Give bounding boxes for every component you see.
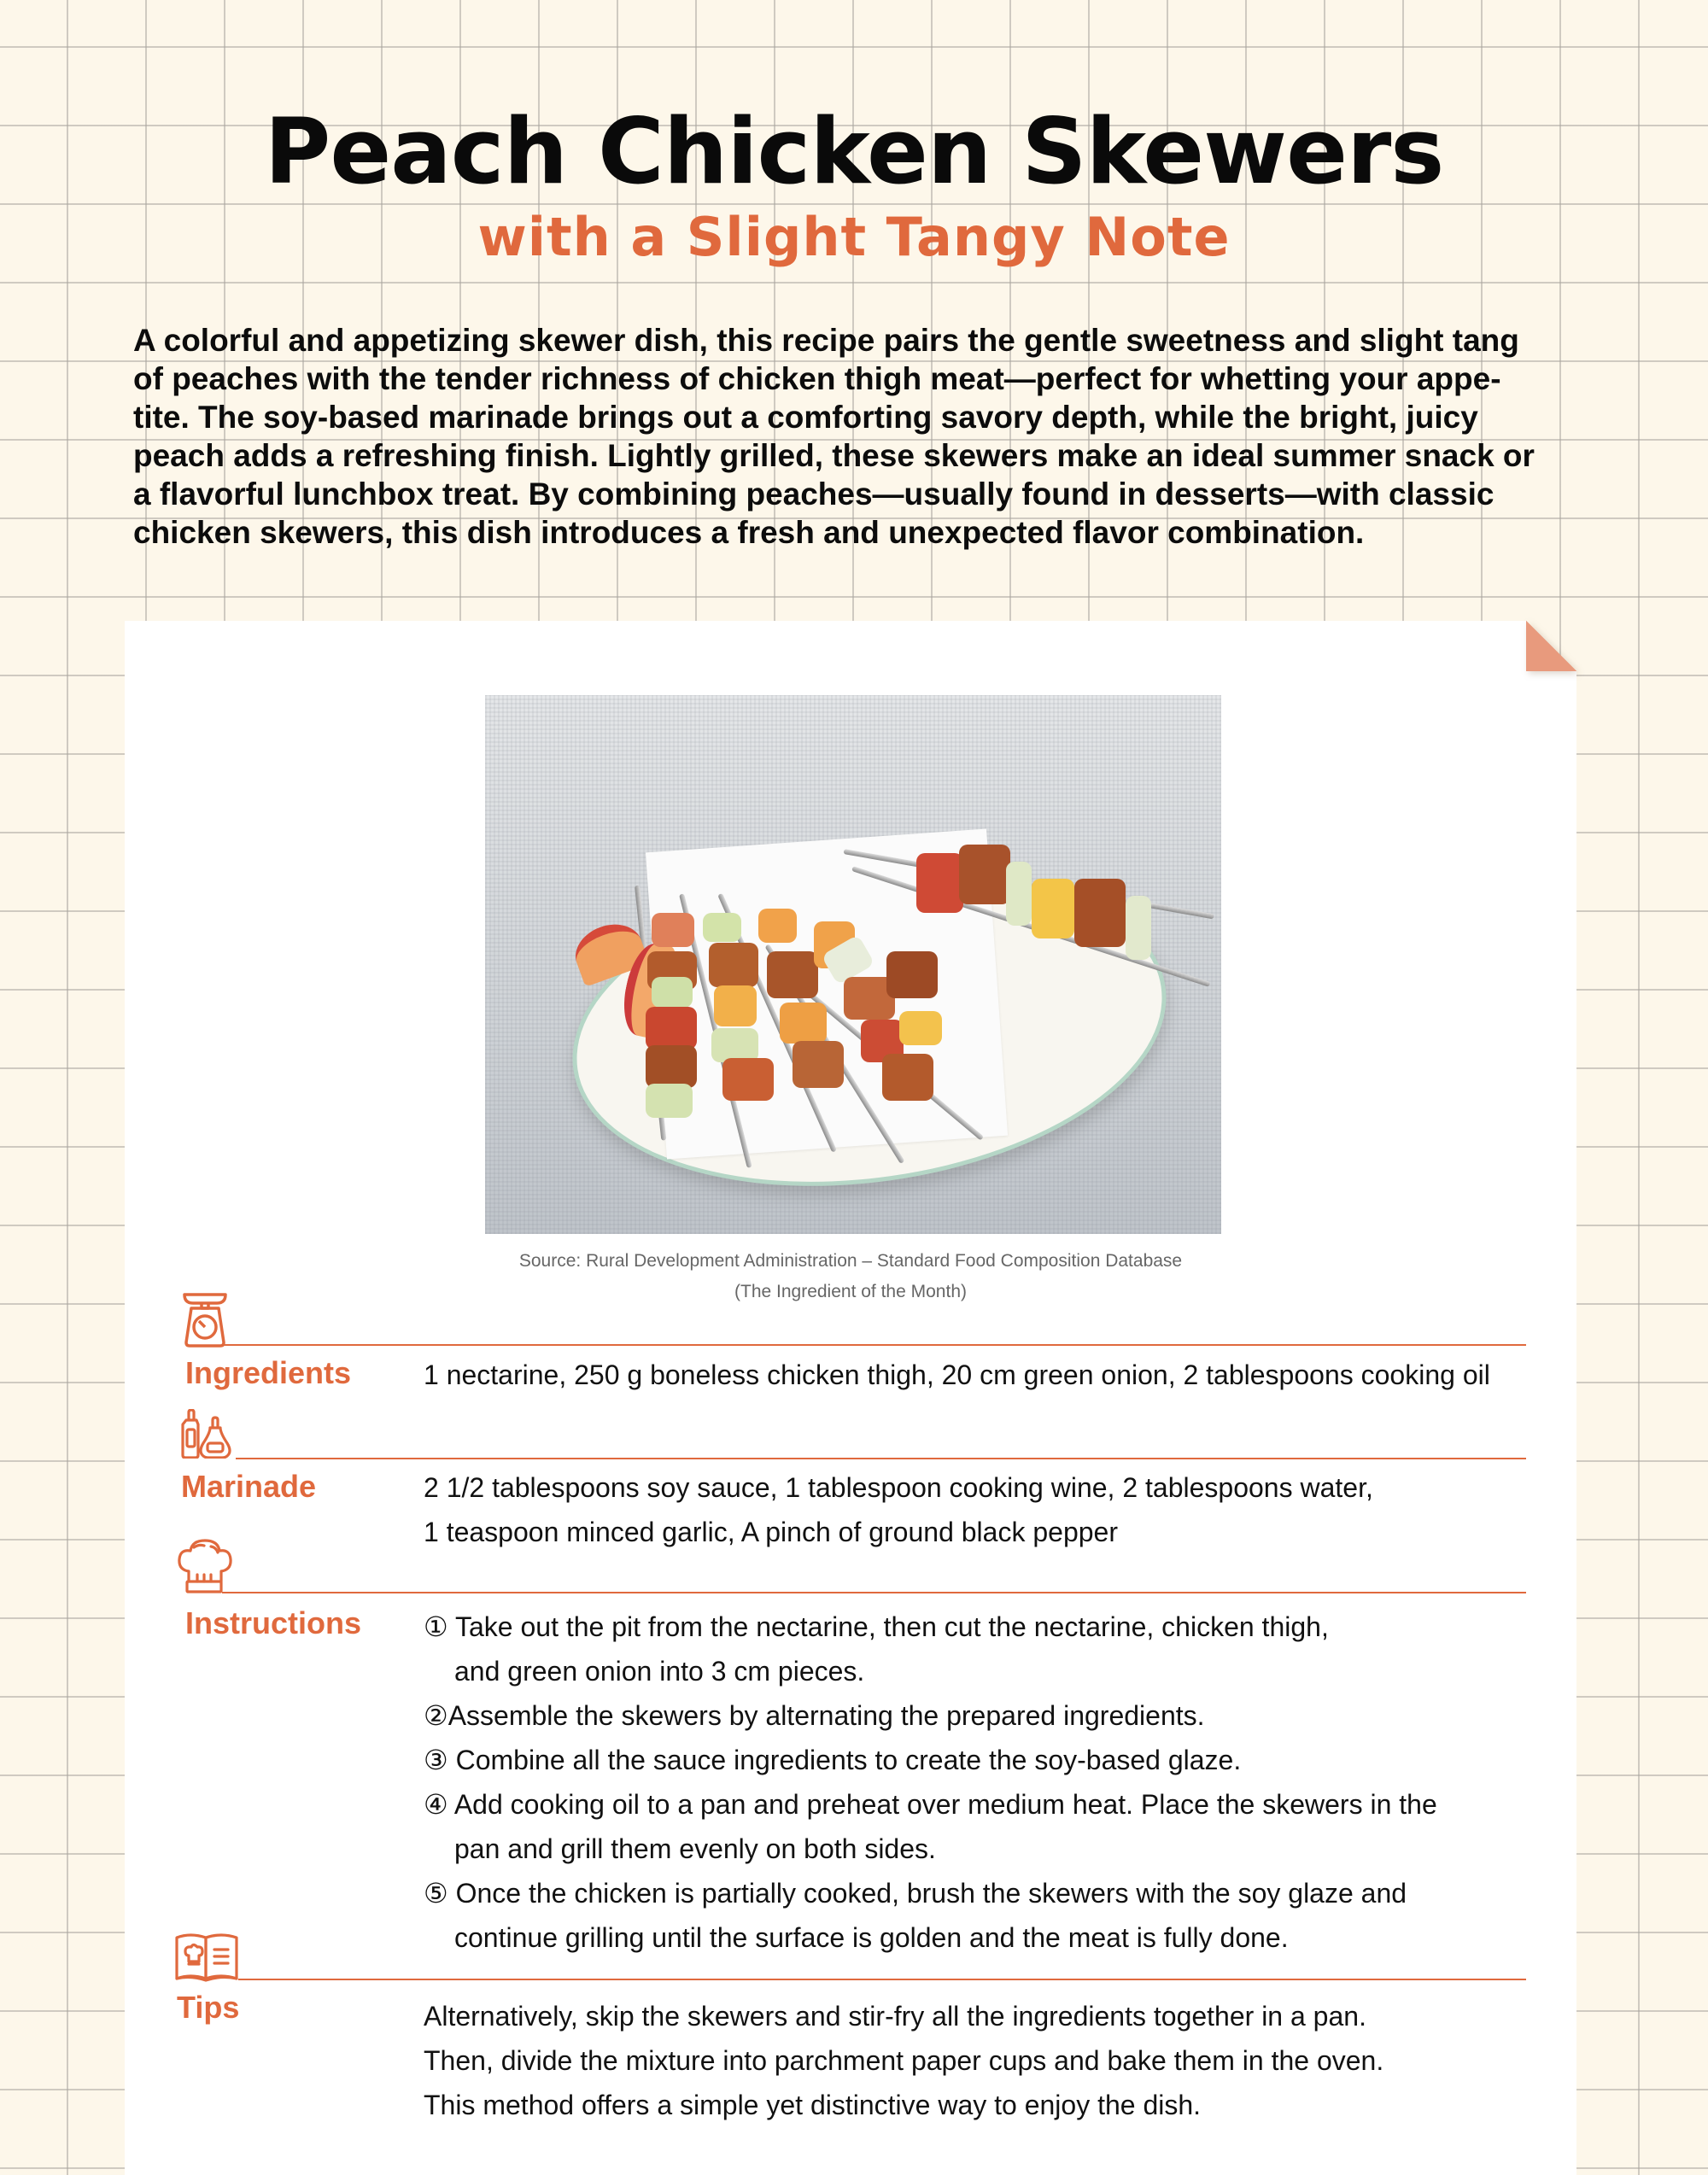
- chicken-piece: [793, 1041, 844, 1088]
- intro-line: tite. The soy-based marinade brings out a comforting savory depth, while the bright, juicy: [133, 400, 1478, 435]
- dish-photo: [485, 695, 1221, 1234]
- step-number: ⑤: [424, 1878, 448, 1909]
- instructions-divider: [222, 1592, 1526, 1593]
- marinade-divider: [236, 1458, 1526, 1459]
- green-onion: [703, 913, 741, 942]
- page-title: Peach Chicken Skewers: [264, 99, 1444, 204]
- ingredients-line: 1 nectarine, 250 g boneless chicken thigh, 20 cm green onion, 2 tablespoons cooking oil: [424, 1359, 1490, 1390]
- intro-line: peach adds a refreshing finish. Lightly grilled, these skewers make an ideal summer snack or: [133, 438, 1535, 473]
- instruction-step-4: [424, 1782, 1437, 1871]
- page-subtitle: with a Slight Tangy Note: [477, 206, 1231, 268]
- green-onion: [711, 1028, 758, 1062]
- marinade-label: Marinade: [181, 1469, 317, 1504]
- ingredients-text: [424, 1353, 1490, 1397]
- step-text: Combine all the sauce ingredients to create the soy-based glaze.: [447, 1745, 1242, 1775]
- chicken-piece: [767, 951, 818, 998]
- instruction-step-1: [424, 1605, 1437, 1693]
- peach-chunk: [652, 913, 694, 947]
- step-number: ④: [424, 1789, 448, 1820]
- step-text: Once the chicken is partially cooked, brush the skewers with the soy glaze and: [447, 1878, 1407, 1909]
- step-number: ①: [424, 1611, 448, 1642]
- chicken-piece: [1074, 879, 1126, 947]
- step-text-continued: continue grilling until the surface is golden and the meat is fully done.: [454, 1922, 1289, 1953]
- green-onion: [1006, 862, 1032, 926]
- peach-chunk: [899, 1011, 942, 1045]
- step-text: Assemble the skewers by alternating the prepared ingredients.: [447, 1700, 1205, 1731]
- caption-subtitle: (The Ingredient of the Month): [734, 1282, 967, 1301]
- folded-corner: [1526, 621, 1576, 671]
- intro-paragraph: [133, 321, 1585, 552]
- chicken-piece: [886, 951, 938, 998]
- intro-line: chicken skewers, this dish introduces a fresh and unexpected flavor combination.: [133, 515, 1365, 550]
- green-onion: [646, 1084, 693, 1118]
- step-text: Add cooking oil to a pan and preheat over medium heat. Place the skewers in the: [447, 1789, 1437, 1820]
- chef-hat-icon: [177, 1539, 233, 1595]
- intro-line: of peaches with the tender richness of chicken thigh meat—perfect for whetting your appe-: [133, 361, 1501, 396]
- chicken-piece: [959, 845, 1010, 904]
- chicken-piece: [646, 1045, 697, 1088]
- step-number: ③: [424, 1745, 448, 1775]
- ingredients-divider: [224, 1344, 1526, 1346]
- peach-chunk: [758, 909, 797, 943]
- step-number: ②: [424, 1700, 448, 1731]
- step-text-continued: pan and grill them evenly on both sides.: [454, 1833, 936, 1864]
- marinade-text: [424, 1465, 1373, 1554]
- chicken-piece: [882, 1054, 933, 1101]
- intro-line: a flavorful lunchbox treat. By combining peaches—usually found in desserts—with classic: [133, 477, 1494, 512]
- peach-chunk: [1032, 879, 1074, 938]
- step-text: Take out the pit from the nectarine, then cut the nectarine, chicken thigh,: [447, 1611, 1329, 1642]
- chicken-piece: [722, 1058, 774, 1101]
- step-text-continued: and green onion into 3 cm pieces.: [454, 1656, 865, 1687]
- instructions-label: Instructions: [185, 1605, 362, 1640]
- instruction-step-3: [424, 1738, 1437, 1782]
- instructions-list: [424, 1605, 1437, 1960]
- tips-divider: [238, 1979, 1526, 1980]
- instruction-step-2: [424, 1693, 1437, 1738]
- marinade-line: 1 teaspoon minced garlic, A pinch of ground black pepper: [424, 1517, 1118, 1547]
- tips-line: This method offers a simple yet distinctive way to enjoy the dish.: [424, 2090, 1202, 2120]
- photo-caption: [125, 1246, 1576, 1307]
- peach-chunk: [646, 1007, 697, 1049]
- tips-line: Alternatively, skip the skewers and stir-fry all the ingredients together in a pan.: [424, 2001, 1366, 2032]
- green-onion: [1126, 896, 1151, 960]
- marinade-line: 2 1/2 tablespoons soy sauce, 1 tablespoon cooking wine, 2 tablespoons water,: [424, 1472, 1373, 1503]
- peach-chunk: [714, 985, 757, 1026]
- tips-label: Tips: [177, 1990, 240, 2025]
- ingredients-label: Ingredients: [185, 1355, 352, 1390]
- tips-line: Then, divide the mixture into parchment paper cups and bake them in the oven.: [424, 2045, 1384, 2076]
- chicken-piece: [709, 943, 758, 987]
- sauce-bottles-icon: [181, 1409, 232, 1459]
- peach-chunk: [916, 853, 963, 913]
- green-onion: [652, 977, 693, 1008]
- kitchen-scale-icon: [183, 1291, 227, 1348]
- intro-line: A colorful and appetizing skewer dish, this recipe pairs the gentle sweetness and slight tang: [133, 323, 1519, 358]
- caption-source: Source: Rural Development Administration – Standard Food Composition Database: [518, 1251, 1183, 1271]
- tips-text: [424, 1994, 1383, 2127]
- peach-chunk: [780, 1003, 827, 1044]
- recipe-book-icon: [175, 1932, 238, 1982]
- instruction-step-5: [424, 1871, 1437, 1960]
